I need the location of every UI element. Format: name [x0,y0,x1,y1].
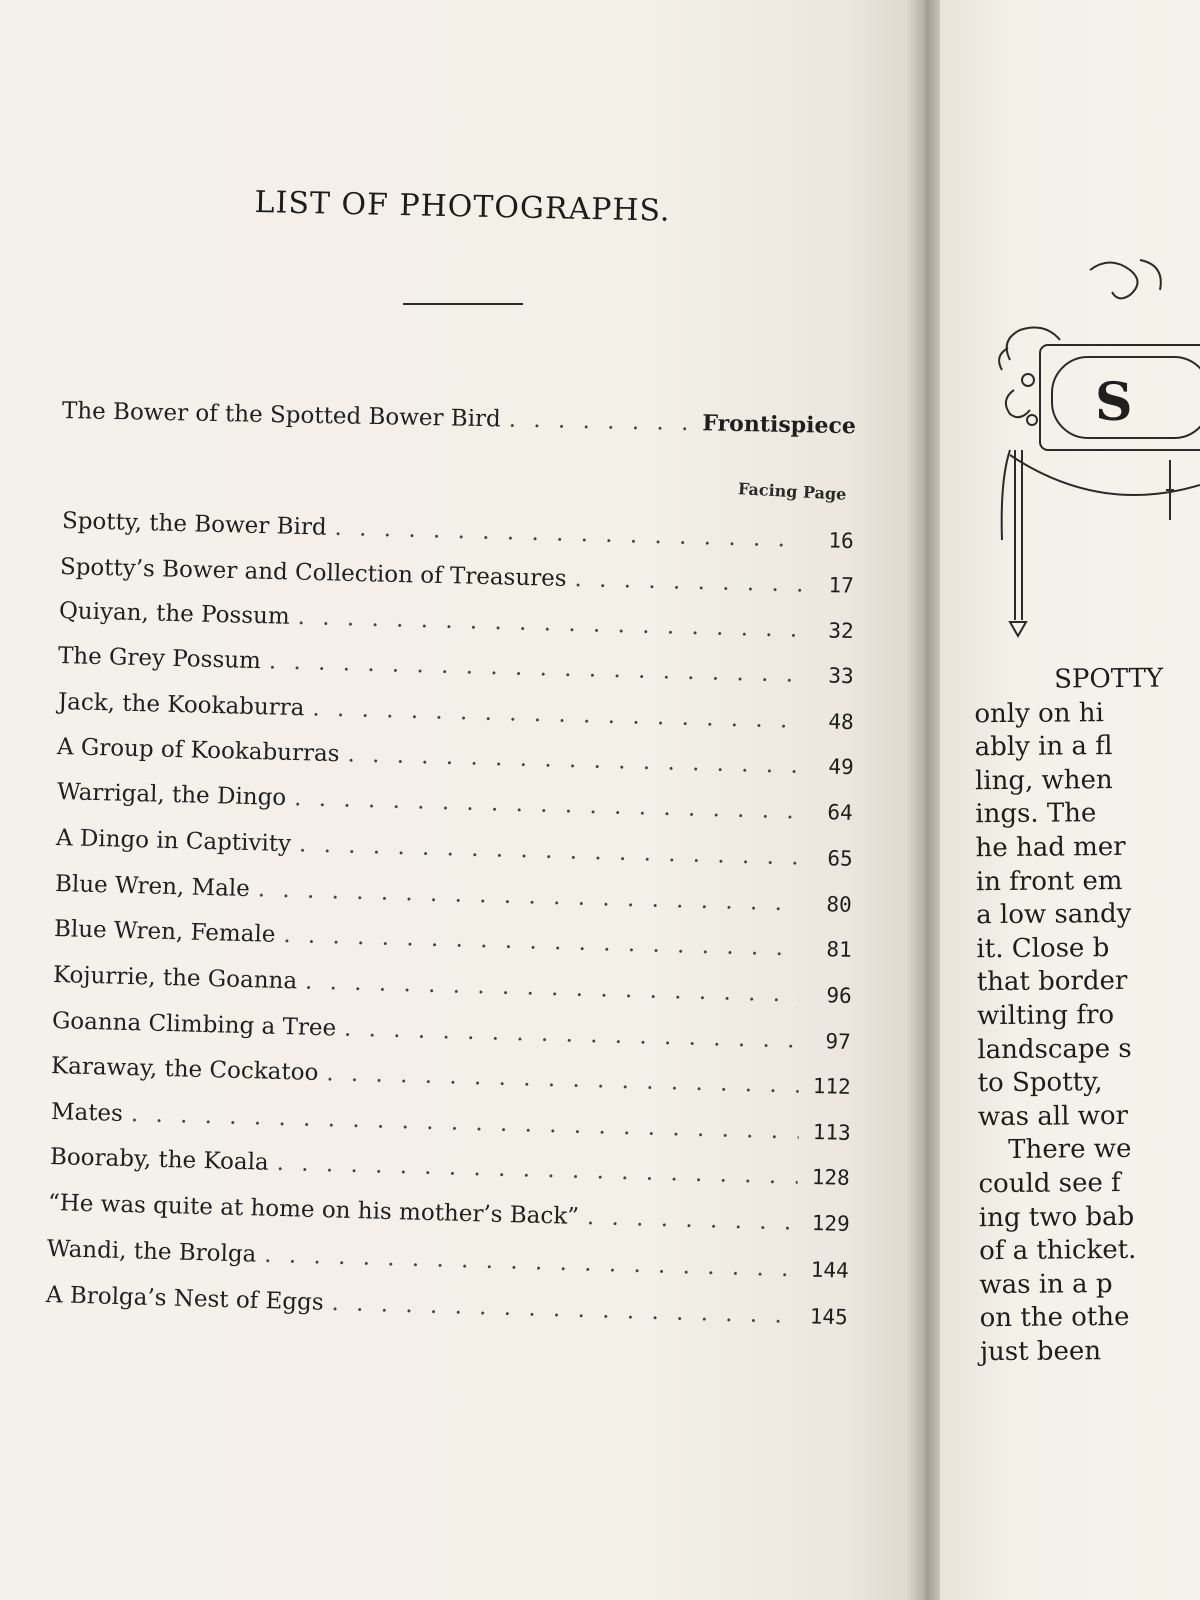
entry-title: The Grey Possum [57,643,262,675]
entry-title: Wandi, the Brolga [46,1236,257,1268]
list-item [57,779,853,826]
entry-title: “He was quite at home on his mother’s Back” [47,1190,580,1230]
dot-leader [347,741,802,778]
text-line: a low sandy [976,899,1132,931]
text-line: ings. The [975,798,1097,830]
entry-page: 96 [826,983,853,1008]
text-line: in front em [975,865,1123,897]
dot-leader [312,695,802,733]
text-line: he had mer [975,831,1126,864]
entry-title: Goanna Climbing a Tree [51,1008,337,1042]
entry-page: 113 [812,1119,852,1145]
text-line: could see f [978,1167,1121,1200]
text-line: was in a p [979,1268,1113,1300]
entry-title: A Dingo in Captivity [55,825,292,858]
entry-title: The Bower of the Spotted Bower Bird [61,398,502,433]
entry-page: 144 [810,1257,850,1283]
text-line: ably in a fl [974,731,1113,763]
list-item [55,871,852,918]
chapter-ornament-icon [940,250,1200,670]
entry-title: Mates [50,1099,124,1127]
list-item [47,1236,849,1284]
dot-leader [299,831,801,870]
right-book-page [940,0,1200,1600]
entry-page: 129 [811,1211,851,1236]
entry-page: Frontispiece [702,410,857,440]
ornament-letter: S [1095,372,1133,433]
list-item [58,643,854,689]
entry-title: Karaway, the Cockatoo [50,1053,319,1086]
text-line: it. Close b [976,932,1110,965]
dot-leader [257,876,800,916]
dot-leader [264,1242,797,1282]
book-gutter [905,0,945,1600]
text-line: only on hi [974,697,1104,729]
entry-page: 49 [828,754,855,780]
list-item [58,689,854,735]
list-item [59,598,854,644]
entry-title: Jack, the Kookaburra [57,689,305,722]
text-line: to Spotty, [977,1067,1103,1099]
entry-title: Blue Wren, Female [53,916,276,948]
text-line: SPOTTY [1054,663,1164,695]
text-line: just been [979,1336,1102,1368]
text-line: was all wor [977,1100,1129,1132]
text-line: of a thicket. [978,1234,1137,1267]
text-line: on the othe [979,1302,1130,1334]
list-item [52,1008,851,1055]
entry-title: A Brolga’s Nest of Eggs [45,1282,324,1316]
list-item [54,916,852,963]
entry-page: 65 [827,846,854,871]
entry-page: 17 [828,573,855,598]
dot-leader [297,604,802,643]
dot-leader [326,1060,799,1098]
dot-leader [294,785,801,824]
dot-leader [331,1290,796,1329]
dot-leader [334,515,802,553]
dot-leader [131,1101,800,1144]
entry-title: Spotty’s Bower and Collection of Treasures [59,554,567,592]
list-item [53,962,852,1009]
entry-page: 128 [811,1164,851,1190]
entry-title: Kojurrie, the Goanna [52,962,298,995]
list-item [62,508,854,554]
entry-page: 16 [828,528,855,554]
page-title: LIST OF PHOTOGRAPHS. [254,185,671,229]
text-line: wilting fro [976,999,1115,1032]
entry-page: 33 [828,663,855,689]
list-item [57,734,854,780]
dot-leader [305,969,800,1008]
text-line: that border [976,966,1128,998]
frontispiece-entry [62,398,856,439]
entry-title: Booraby, the Koala [49,1144,270,1176]
text-line: landscape s [977,1033,1132,1065]
text-line: ing two bab [978,1201,1135,1233]
entry-title: Quiyan, the Possum [58,598,291,630]
dot-leader [587,1204,798,1236]
entry-page: 80 [826,892,853,917]
dot-leader [574,566,802,597]
entry-page: 81 [826,937,853,962]
entry-page: 97 [825,1029,852,1054]
list-item [51,1053,851,1100]
list-item [50,1144,850,1191]
list-item [46,1282,848,1330]
list-item [51,1099,851,1146]
entry-page: 145 [809,1304,849,1330]
dot-leader [276,1150,798,1190]
list-item [60,554,854,599]
entry-page: 48 [828,709,855,735]
dot-leader [509,407,693,437]
dot-leader [344,1016,799,1054]
list-item [56,825,853,872]
dot-leader [269,648,803,687]
entry-page: 64 [827,800,854,825]
entry-title: Warrigal, the Dingo [56,779,287,811]
chapter-text [974,662,1200,1370]
entry-page: 32 [828,618,855,644]
entry-title: Spotty, the Bower Bird [61,508,327,541]
entry-page: 112 [812,1073,852,1099]
dot-leader [283,922,800,962]
text-line: There we [1008,1134,1132,1166]
text-line: ling, when [974,764,1113,797]
list-item [48,1190,850,1237]
entry-title: A Group of Kookaburras [56,734,340,768]
entry-title: Blue Wren, Male [54,871,251,903]
facing-page-label: Facing Page [737,479,847,504]
